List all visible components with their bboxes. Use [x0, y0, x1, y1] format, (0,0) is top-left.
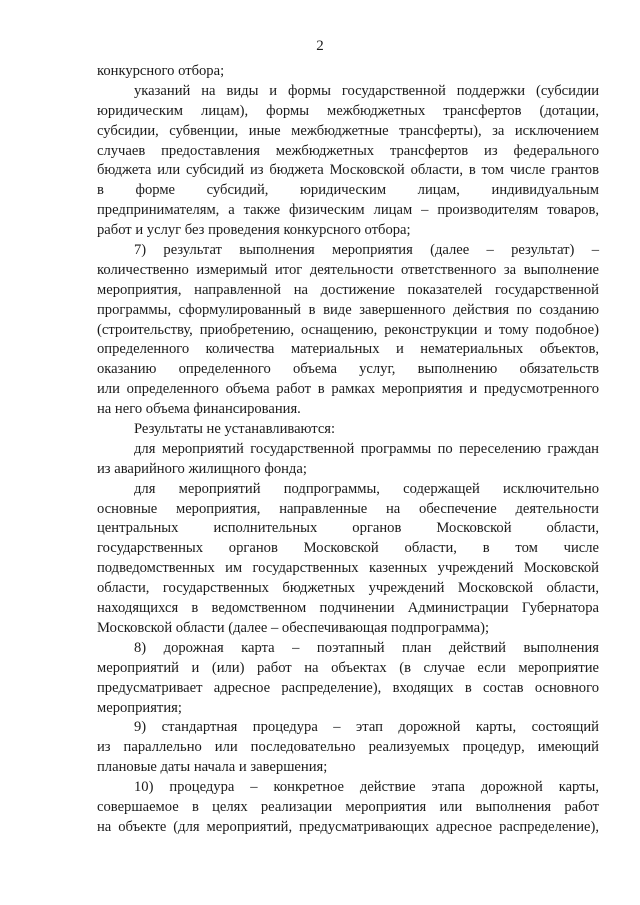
text-line: или определенного объема работ в рамках мероприятия и предусмотренного [97, 381, 599, 398]
text-line: 8) дорожная карта – поэтапный план действий выполнения [134, 639, 599, 656]
text-line: основные мероприятия, направленные на обеспечение деятельности [97, 500, 599, 517]
text-line: юридическим лицам), формы межбюджетных трансфертов (дотации, [97, 102, 599, 119]
text-line: для мероприятий государственной программы по переселению граждан [134, 440, 599, 457]
text-line: (строительству, приобретению, оснащению, реконструкции и тому подобное) [97, 321, 599, 338]
text-line: области, государственных бюджетных учреждений Московской области, [97, 580, 599, 597]
text-line: Результаты не устанавливаются: [134, 421, 336, 438]
text-line: предпринимателям, а также физическим лицам – производителям товаров, [97, 202, 599, 219]
text-line: из аварийного жилищного фонда; [97, 460, 307, 477]
text-line: совершаемое в целях реализации мероприятия или выполнения работ [97, 798, 599, 815]
text-line: оказанию определенного объема услуг, выполнению обязательств [97, 361, 599, 378]
text-line: конкурсного отбора; [97, 63, 225, 79]
text-line: субсидии, субвенции, иные межбюджетные трансферты), за исключением [97, 122, 599, 139]
text-line: на него объема финансирования. [97, 401, 301, 418]
text-line: подведомственных им государственных казенных учреждений Московской [97, 560, 599, 577]
text-line: мероприятий и (или) работ на объектах (в случае если мероприятие [97, 659, 599, 676]
text-line: мероприятия, направленной на достижение показателей государственной [97, 281, 599, 298]
text-line: предусматривает адресное распределение), входящих в состав основного [97, 679, 599, 696]
text-line: на объекте (для мероприятий, предусматривающих адресное распределение), [97, 818, 599, 835]
page-number: 2 [316, 38, 324, 54]
text-line: в форме субсидий, юридическим лицам, индивидуальным [97, 182, 599, 199]
text-line: определенного количества материальных и нематериальных объектов, [97, 341, 599, 358]
text-line: указаний на виды и формы государственной поддержки (субсидии [134, 82, 599, 99]
text-line: плановые даты начала и завершения; [97, 759, 328, 776]
text-line: случаев предоставления межбюджетных трансфертов из федерального [97, 142, 599, 159]
text-line: находящихся в ведомственном подчинении Администрации Губернатора [97, 600, 599, 617]
document-body [97, 62, 599, 838]
text-line: для мероприятий подпрограммы, содержащей исключительно [134, 480, 599, 497]
text-line: количественно измеримый итог деятельности ответственного за выполнение [97, 261, 599, 278]
text-line: бюджета или субсидий из бюджета Московской области, в том числе грантов [97, 162, 599, 179]
text-line: из параллельно или последовательно реализуемых процедур, имеющий [97, 739, 599, 756]
text-line: программы, сформулированный в виде завершенного действия по созданию [97, 301, 599, 318]
text-line: работ и услуг без проведения конкурсного отбора; [97, 222, 411, 239]
text-line: мероприятия; [97, 699, 182, 716]
text-line: 10) процедура – конкретное действие этапа дорожной карты, [134, 779, 599, 796]
text-line: государственных органов Московской области, в том числе [97, 540, 599, 557]
text-line: 9) стандартная процедура – этап дорожной карты, состоящий [134, 719, 599, 736]
text-line: 7) результат выполнения мероприятия (далее – результат) – [134, 242, 599, 259]
text-line: центральных исполнительных органов Московской области, [97, 520, 599, 537]
text-line: Московской области (далее – обеспечивающая подпрограмма); [97, 619, 490, 636]
